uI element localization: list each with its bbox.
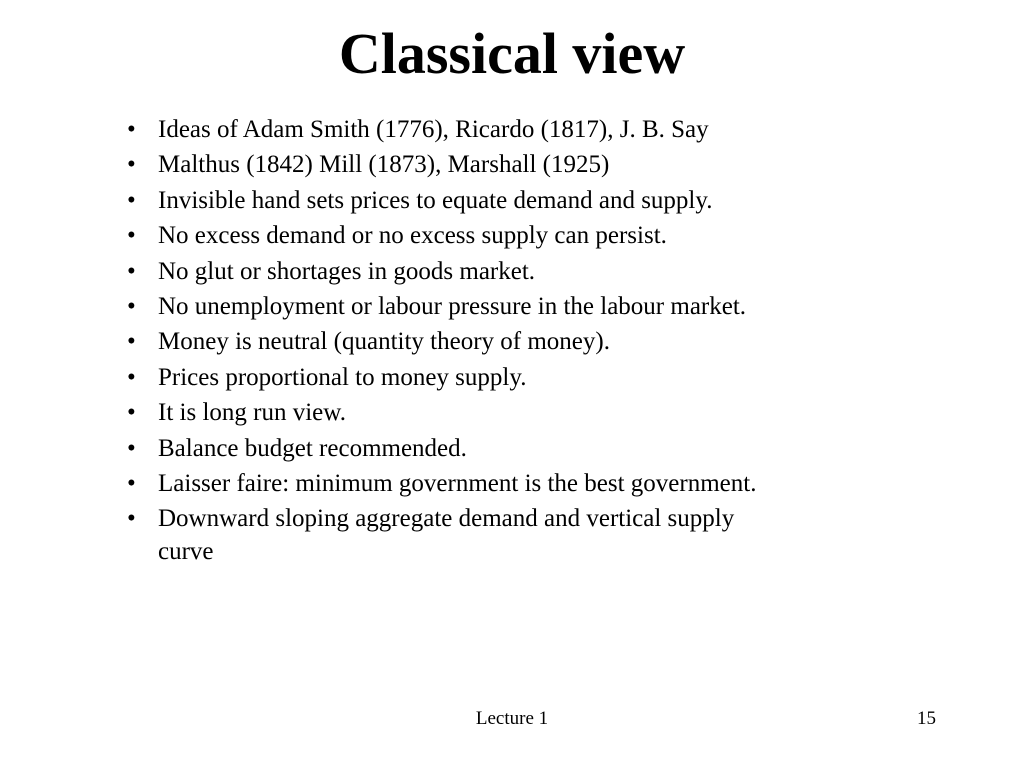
bullet-icon: • (127, 292, 136, 320)
bullet-text: Downward sloping aggregate demand and vertical supply curve (158, 505, 735, 566)
bullet-text: No excess demand or no excess supply can persist. (158, 222, 667, 250)
bullet-item (127, 361, 767, 394)
bullet-icon: • (127, 151, 136, 179)
bullet-text: Invisible hand sets prices to equate demand and supply. (158, 186, 713, 214)
bullet-item (127, 148, 767, 181)
bullet-text: No unemployment or labour pressure in the labour market. (158, 292, 747, 320)
bullet-text: Money is neutral (quantity theory of money). (158, 328, 610, 356)
bullet-text: Prices proportional to money supply. (158, 363, 527, 391)
bullet-text: Ideas of Adam Smith (1776), Ricardo (1817), J. B. Say (158, 116, 709, 143)
bullet-item (127, 502, 767, 568)
bullet-icon: • (127, 257, 136, 285)
bullet-item (127, 396, 767, 429)
bullet-icon: • (127, 363, 136, 391)
bullet-item (127, 255, 767, 288)
bullet-text: No glut or shortages in goods market. (158, 257, 536, 285)
bullet-icon: • (127, 505, 136, 533)
bullet-list (127, 113, 767, 571)
bullet-text: Malthus (1842) Mill (1873), Marshall (1925) (158, 151, 610, 179)
slide-title: Classical view (338, 21, 686, 86)
bullet-icon: • (127, 116, 136, 143)
bullet-icon: • (127, 469, 136, 497)
bullet-icon: • (127, 186, 136, 214)
bullet-icon: • (127, 434, 136, 462)
page-number: 15 (917, 708, 936, 729)
bullet-item (127, 467, 767, 500)
bullet-item (127, 184, 767, 217)
bullet-icon: • (127, 399, 136, 427)
bullet-item (127, 290, 767, 323)
bullet-icon: • (127, 222, 136, 250)
bullet-item (127, 432, 767, 465)
bullet-text: It is long run view. (158, 399, 346, 427)
bullet-text: Laisser faire: minimum government is the best government. (158, 469, 757, 497)
bullet-item (127, 219, 767, 252)
bullet-item (127, 113, 767, 146)
bullet-item (127, 325, 767, 358)
footer-lecture-label: Lecture 1 (475, 708, 549, 729)
bullet-text: Balance budget recommended. (158, 434, 467, 462)
bullet-icon: • (127, 328, 136, 356)
